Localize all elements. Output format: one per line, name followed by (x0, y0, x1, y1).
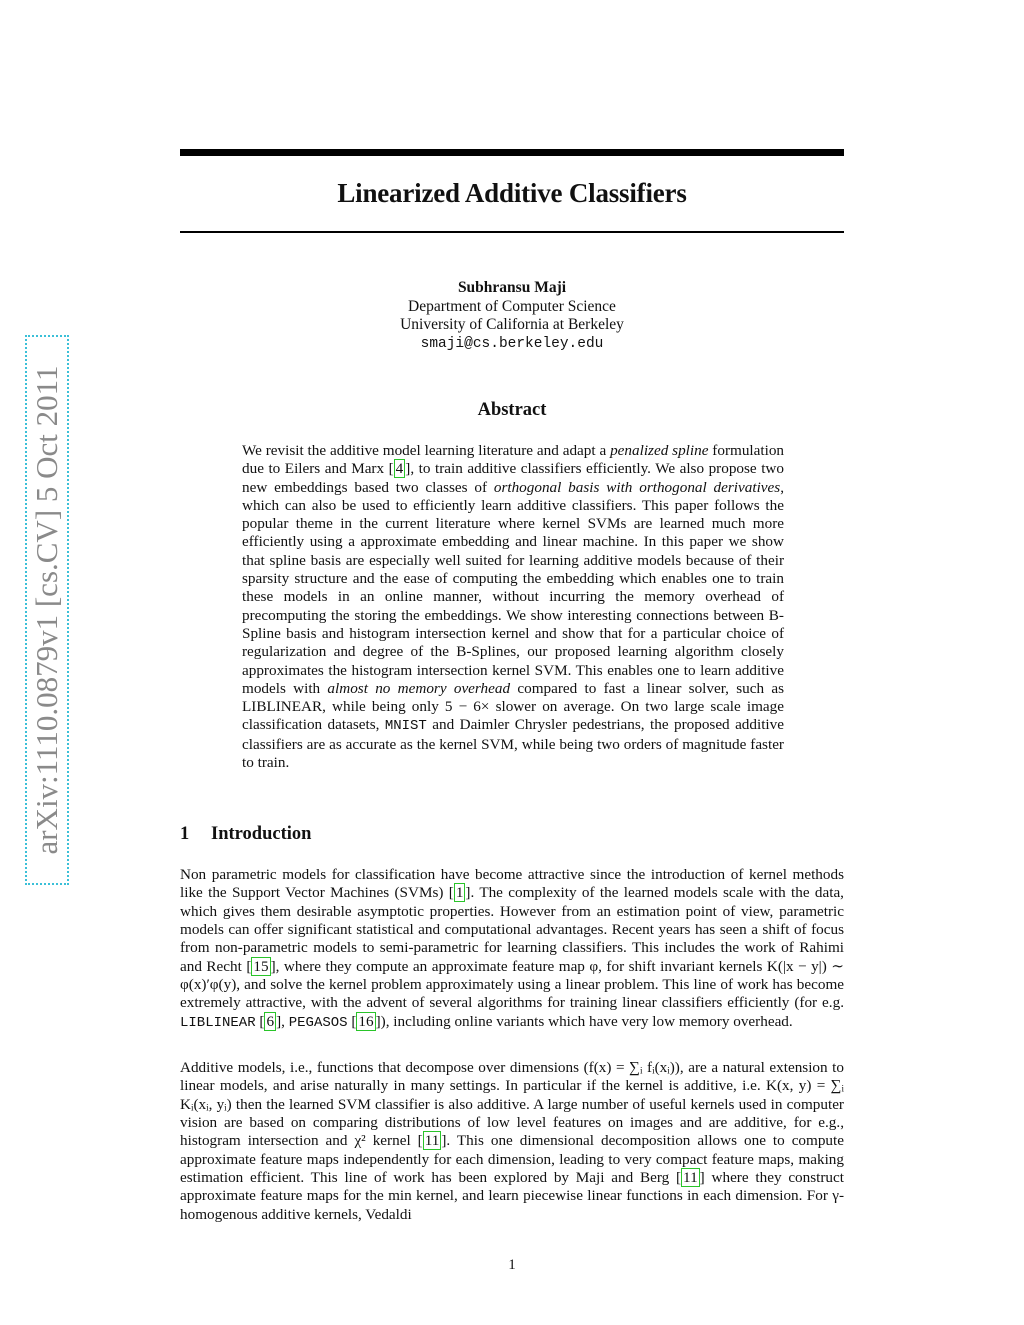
abstract-emphasis: almost no memory overhead (327, 679, 511, 697)
arxiv-id-text[interactable]: arXiv:1110.0879v1 [cs.CV] 5 Oct 2011 (25, 335, 69, 885)
abstract-emphasis: penalized spline (610, 442, 709, 459)
body-text: [ (347, 1012, 357, 1030)
abstract-text: ], to train additive classifiers efficiently. We also propose two new embeddings based two classes of (242, 460, 784, 496)
body-text: [ (255, 1012, 265, 1030)
body-text: Non parametric models for classification have become attractive since the introduction of kernel methods like the Support Vector Machines (SVMs) [ (180, 866, 844, 902)
abstract-emphasis: orthogonal basis with orthogonal derivatives (493, 478, 781, 496)
software-name: PEGASOS (288, 1014, 348, 1031)
body-text: Additive models, i.e., functions that decompose over dimensions (f(x) = ∑ᵢ fᵢ(xᵢ)), are a natural extension to linear models, and arise naturally in many settings. In particular if the kernel is additive, i.e. K(x, y) = ∑ᵢ Kᵢ(xᵢ, yᵢ) then the learned SVM classifier is also additive. A large number of useful kernels used in computer vision are based on comparing distributions of low level features on images and are additive, for e.g., histogram intersection and χ² kernel [ (180, 1059, 844, 1150)
body-text: ], (276, 1012, 289, 1030)
author-block (180, 279, 844, 353)
dataset-name: MNIST (384, 718, 427, 735)
abstract-text: We revisit the additive model learning literature and adapt a (242, 442, 611, 459)
citation-link[interactable]: 16 (358, 1012, 374, 1030)
section-number: 1 (180, 824, 190, 844)
author-department: Department of Computer Science (408, 297, 616, 315)
abstract-text: and Daimler Chrysler pedestrians, the proposed additive classifiers are as accurate as the kernel SVM, while being two orders of magnitude faster to train. (242, 716, 784, 772)
intro-paragraph-2 (180, 1059, 844, 1224)
intro-paragraph-1 (180, 866, 844, 1032)
abstract-text: formulation due to Eilers and Marx [ (242, 442, 785, 478)
body-text: ]. This one dimensional decomposition allows one to compute approximate feature maps independently for each dimension, leading to very compact feature maps, making estimation efficient. This line of work has been explored by Maji and Berg [ (180, 1132, 844, 1187)
citation-link[interactable]: 4 (395, 460, 404, 478)
body-text: ] where they construct approximate feature maps for the min kernel, and learn piecewise linear functions in each dimension. For γ-homogenous additive kernels, Vedaldi (180, 1169, 844, 1223)
abstract-heading: Abstract (477, 400, 547, 420)
abstract-body (242, 442, 784, 772)
citation-link[interactable]: 1 (455, 884, 464, 902)
citation-link[interactable]: 11 (683, 1169, 698, 1187)
citation-link[interactable]: 15 (253, 957, 269, 975)
body-text: ]), including online variants which have very low memory overhead. (375, 1012, 793, 1030)
title-top-rule (180, 149, 844, 156)
author-university: University of California at Berkeley (400, 316, 624, 333)
software-name: LIBLINEAR (180, 1014, 256, 1031)
title-bottom-rule (180, 231, 844, 233)
paper-title: Linearized Additive Classifiers (337, 178, 687, 208)
section-title: Introduction (211, 824, 312, 844)
body-text: ], where they compute an approximate feature map φ, for shift invariant kernels K(|x − y|) ∼ φ(x)′φ(y), and solve the kernel problem approximately using a linear problem. This line of work has become extremely attractive, with the advent of several algorithms for training linear classifiers efficiently (for e.g. (180, 957, 844, 1012)
body-text: ]. The complexity of the learned models scale with the data, which gives them desirable asymptotic properties. However from an estimation point of view, parametric models can offer significant statistical and computational advantages. Recent years has seen a shift of focus from non-parametric models to semi-parametric for learning classifiers. This includes the work of Rahimi and Recht [ (180, 884, 844, 975)
citation-link[interactable]: 6 (266, 1012, 275, 1030)
abstract-text: compared to fast a linear solver, such as LIBLINEAR, while being only 5 − 6× slower on average. On two large scale image classification datasets, (242, 679, 784, 734)
author-name: Subhransu Maji (457, 279, 567, 296)
abstract-text: , which can also be used to efficiently learn additive classifiers. This paper follows the popular theme in the current literature where kernel SVMs are learned much more efficiently using a approximate embedding and linear machine. In this paper we show that spline basis are especially well suited for learning additive models because of their sparsity structure and the ease of computing the embedding which enables one to train these models in an online manner, without incurring the memory overhead of precomputing the storing the embeddings. We show interesting connections between B-Spline basis and histogram intersection kernel and show that for a particular choice of regularization and degree of the B-Splines, our proposed learning algorithm closely approximates the histogram intersection kernel SVM. This enables one to learn additive models with (242, 478, 784, 697)
page-number: 1 (508, 1257, 516, 1273)
author-email: smaji@cs.berkeley.edu (420, 335, 604, 352)
section-heading (180, 824, 311, 845)
citation-link[interactable]: 11 (424, 1132, 440, 1150)
